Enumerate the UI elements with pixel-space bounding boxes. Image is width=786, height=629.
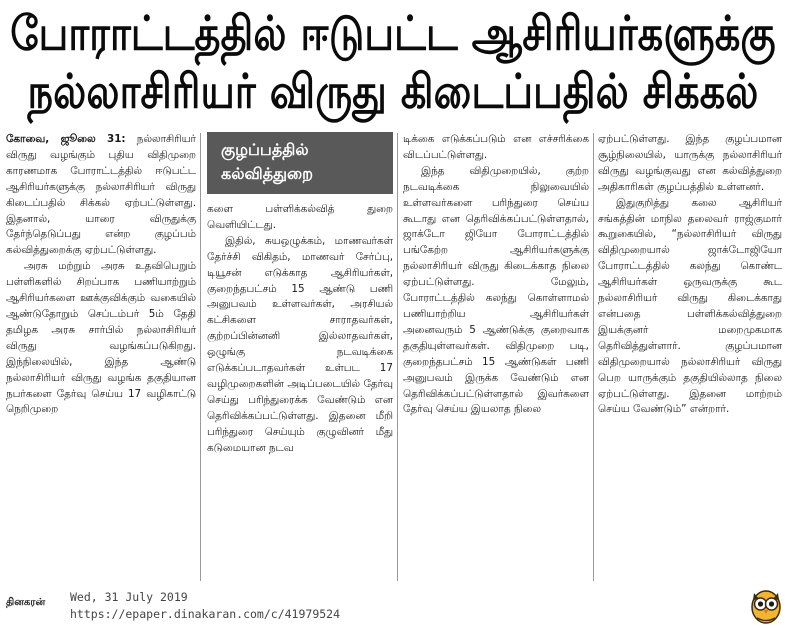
- edition-date: Wed, 31 July 2019: [70, 590, 188, 604]
- headline-line-1: போராட்டத்தில் ஈடுபட்ட ஆசிரியர்களுக்கு: [10, 6, 776, 62]
- paragraph-text: இதுகுறித்து கலை ஆசிரியர் சங்கத்தின் மாநில தலைவர் ராஜ்குமார் கூறுகையில், “நல்லாசிரியர் விருது விதிமுறையால் ஜாக்டோஜியோ போராட்டத்தில் கலந்து கொண்ட ஆசிரியர்கள் ஒருவருக்கு கூட நல்லாசிரியர் விருது கிடைக்காது என்பதை பள்ளிக்கல்வித்துறை இயக்குனர் மறைமுகமாக தெரிவித்துள்ளார். குழப்பமான விதிமுறையால் நல்லாசிரியர் விருது பெற யாருக்கும் தகுதியில்லாத நிலை ஏற்பட்டுள்ளது. இதனை மாற்றம் செய்ய வேண்டும்” என்றார்.: [598, 196, 782, 416]
- dateline: கோவை, ஜூலை 31:: [6, 133, 126, 145]
- column-divider: [397, 133, 398, 581]
- section-box-line-2: கல்வித்துறை: [221, 164, 314, 183]
- edition-url[interactable]: https://epaper.dinakaran.com/c/41979524: [70, 607, 341, 621]
- owl-icon: [749, 585, 783, 625]
- paragraph-text: டிக்கை எடுக்கப்படும் என எச்சரிக்கை விடப்பட்டுள்ளது.: [403, 133, 589, 161]
- paragraph-text: இதில், சுயஒழுக்கம், மாணவர்கள் தேர்ச்சி விகிதம், மாணவர் சேர்ப்பு, டியூசன் எடுக்காத ஆசிரியர்கள், குறைந்தபட்சம் 15 ஆண்டு பணி அனுபவம் உள்ளவர்கள், அரசியல் கட்சிகளை சாராதவர்கள், குற்றப்பின்னனி இல்லாதவர்கள், ஒழுங்கு நடவடிக்கை எடுக்கப்படாதவர்கள் உள்பட 17 வழிமுறைகளின் அடிப்படையில் தேர்வு செய்து பரிந்துரைக்க வேண்டும் என தெரிவிக்கப்பட்டுள்ளது. இதனை மீறி பரிந்துரை செய்யும் குழுவினர் மீது கடுமையான நடவ: [207, 234, 393, 454]
- section-box: [207, 132, 393, 194]
- paragraph-text: ஏற்பட்டுள்ளது. இந்த குழப்பமான சூழ்நிலையில், யாருக்கு நல்லாசிரியர் விருது வழங்குவது என கல்வித்துறை அதிகாரிகள் குழப்பத்தில் உள்ளனர்.: [598, 133, 782, 193]
- article-column-1: [6, 132, 196, 418]
- paragraph-text: நல்லாசிரியர் விருது வழங்கும் புதிய விதிமுறை காரணமாக போராட்டத்தில் ஈடுபட்ட ஆசிரியர்களுக்கு நல்லாசிரியர் விருது கிடைப்பதில் சிக்கல் ஏற்பட்டுள்ளது. இதனால், யாரை விருதுக்கு தேர்ந்தெடுப்பது என்ற குழப்பம் கல்வித்துறைக்கு ஏற்பட்டுள்ளது.: [6, 133, 196, 257]
- headline: [0, 0, 786, 128]
- headline-line-2: நல்லாசிரியர் விருது கிடைப்பதில் சிக்கல்: [27, 64, 759, 120]
- dinakaran-logo: தினகரன்: [6, 597, 46, 608]
- section-box-line-1: குழப்பத்தில்: [221, 140, 309, 159]
- article-column-4: [598, 132, 782, 418]
- paragraph-text: களை பள்ளிக்கல்வித் துறை வெளியிட்டது.: [207, 203, 393, 231]
- paragraph-text: அரசு மற்றும் அரசு உதவிபெறும் பள்ளிகளில் சிறப்பாக பணியாற்றும் ஆசிரியர்களை ஊக்குவிக்கும் வகையில் ஆண்டுதோறும் செப்டம்பர் 5ம் தேதி தமிழக அரசு சார்பில் நல்லாசிரியர் விருது வழங்கப்படுகிறது. இந்நிலையில், இந்த ஆண்டு நல்லாசிரியர் விருது வழங்க தகுதியான நபர்களை தேர்வு செய்ய 17 வழிகாட்டு நெறிமுறை: [6, 260, 196, 416]
- column-divider: [593, 133, 594, 581]
- paragraph-text: இந்த விதிமுறையில், குற்ற நடவடிக்கை நிலுவையில் உள்ளவர்களை பரிந்துரை செய்ய கூடாது என தெரிவிக்கப்பட்டுள்ளதால், ஜாக்டோ ஜியோ போராட்டத்தில் பங்கேற்ற ஆசிரியர்களுக்கு நல்லாசிரியர் விருது கிடைக்காத நிலை ஏற்பட்டுள்ளது. மேலும், போராட்டத்தில் கலந்து கொள்ளாமல் பணியாற்றிய ஆசிரியர்கள் அனைவரும் 5 ஆண்டுக்கு குறைவாக தகுதியுள்ளவர்கள். விதிமுறை படி, குறைந்தபட்சம் 15 ஆண்டுகள் பணி அனுபவம் இருக்க வேண்டும் என தெரிவிக்கப்பட்டுள்ளதால் இவர்களை தேர்வு செய்ய இயலாத நிலை: [403, 164, 589, 416]
- article-column-3: [403, 132, 589, 418]
- column-divider: [200, 133, 201, 581]
